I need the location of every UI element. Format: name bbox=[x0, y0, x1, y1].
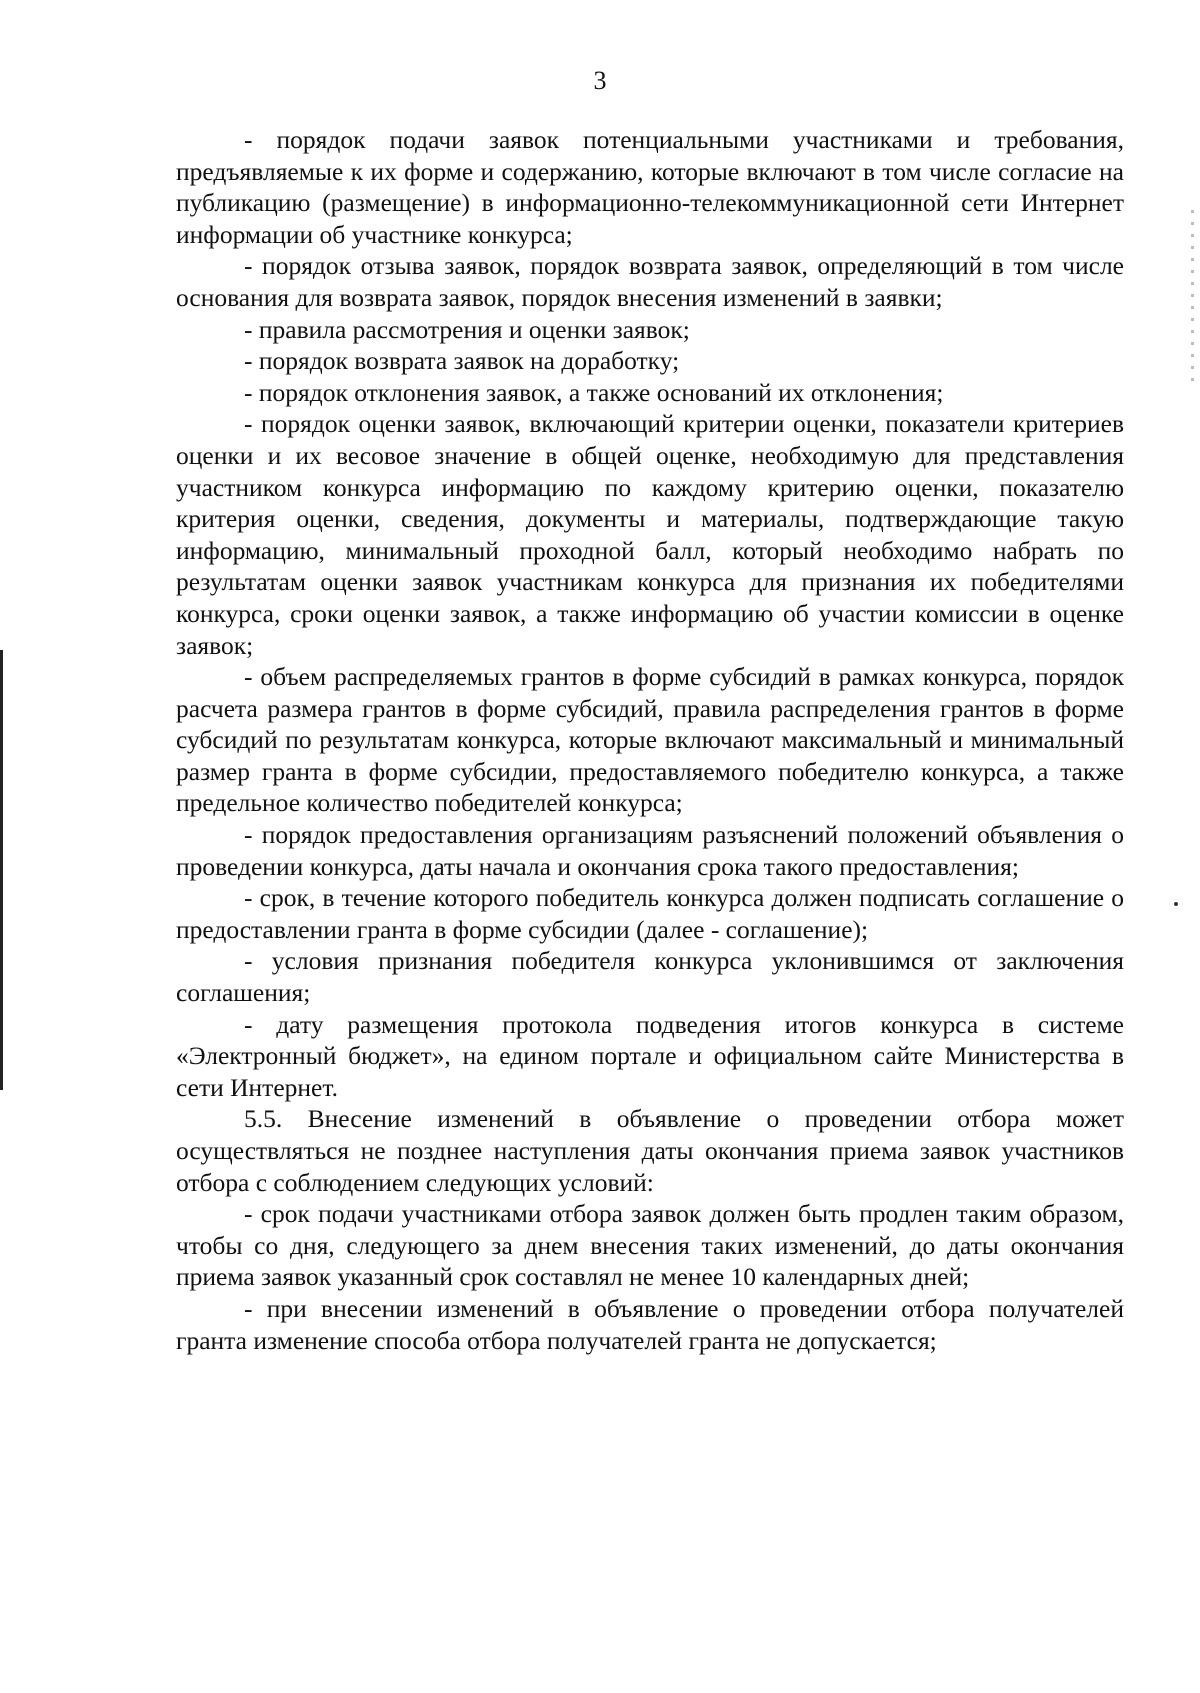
paragraph-section-5-5: 5.5. Внесение изменений в объявление о проведении отбора может осуществляться не позднее наступления даты окончания приема заявок участников отбора с соблюдением следующих условий: bbox=[176, 1104, 1124, 1197]
scan-dot bbox=[1174, 902, 1178, 906]
paragraph-application-procedure: - порядок подачи заявок потенциальными участниками и требования, предъявляемые к их форме и содержанию, которые включают в том числе согласие на публикацию (размещение) в информационно-телекоммуникационной сети Интернет информации об участнике конкурса; bbox=[176, 125, 1124, 249]
page-number: 3 bbox=[593, 66, 607, 95]
scan-edge-mark bbox=[0, 650, 3, 1090]
paragraph-signing-deadline: - срок, в течение которого победитель конкурса должен подписать соглашение о предоставлении гранта в форме субсидии (далее - соглашение); bbox=[176, 883, 1124, 944]
document-body bbox=[176, 124, 1124, 1356]
paragraph-protocol-date: - дату размещения протокола подведения итогов конкурса в системе «Электронный бюджет», на едином портале и официальном сайте Министерства в сети Интернет. bbox=[176, 1009, 1124, 1102]
paragraph-withdrawal-procedure: - порядок отзыва заявок, порядок возврата заявок, определяющий в том числе основания для возврата заявок, порядок внесения изменений в заявки; bbox=[176, 251, 1124, 312]
paragraph-return-for-revision: - порядок возврата заявок на доработку; bbox=[244, 346, 680, 376]
scan-margin-marks bbox=[1191, 210, 1194, 390]
paragraph-grant-volume: - объем распределяемых грантов в форме субсидий в рамках конкурса, порядок расчета размера грантов в форме субсидий, правила распределения грантов в форме субсидий по результатам конкурса, которые включают максимальный и минимальный размер гранта в форме субсидии, предоставляемого победителю конкурса, а также предельное количество победителей конкурса; bbox=[176, 662, 1124, 818]
paragraph-review-rules: - правила рассмотрения и оценки заявок; bbox=[244, 314, 690, 344]
paragraph-evaluation-procedure: - порядок оценки заявок, включающий критерии оценки, показатели критериев оценки и их весовое значение в общей оценке, необходимую для представления участником конкурса информацию по каждому критерию оценки, показателю критерия оценки, сведения, документы и материалы, подтверждающие такую информацию, минимальный проходной балл, который необходимо набрать по результатам оценки заявок участникам конкурса для признания их победителями конкурса, сроки оценки заявок, а также информацию об участии комиссии в оценке заявок; bbox=[176, 409, 1124, 660]
paragraph-clarifications: - порядок предоставления организациям разъяснений положений объявления о проведении конкурса, даты начала и окончания срока такого предоставления; bbox=[176, 820, 1124, 881]
paragraph-deadline-extension: - срок подачи участниками отбора заявок должен быть продлен таким образом, чтобы со дня, следующего за днем внесения таких изменений, до даты окончания приема заявок указанный срок составлял не менее 10 календарных дней; bbox=[176, 1199, 1124, 1292]
paragraph-rejection-procedure: - порядок отклонения заявок, а также оснований их отклонения; bbox=[244, 377, 944, 407]
paragraph-method-change: - при внесении изменений в объявление о проведении отбора получателей гранта изменение способа отбора получателей гранта не допускается; bbox=[176, 1293, 1124, 1355]
paragraph-evasion-conditions: - условия признания победителя конкурса уклонившимся от заключения соглашения; bbox=[176, 946, 1124, 1008]
